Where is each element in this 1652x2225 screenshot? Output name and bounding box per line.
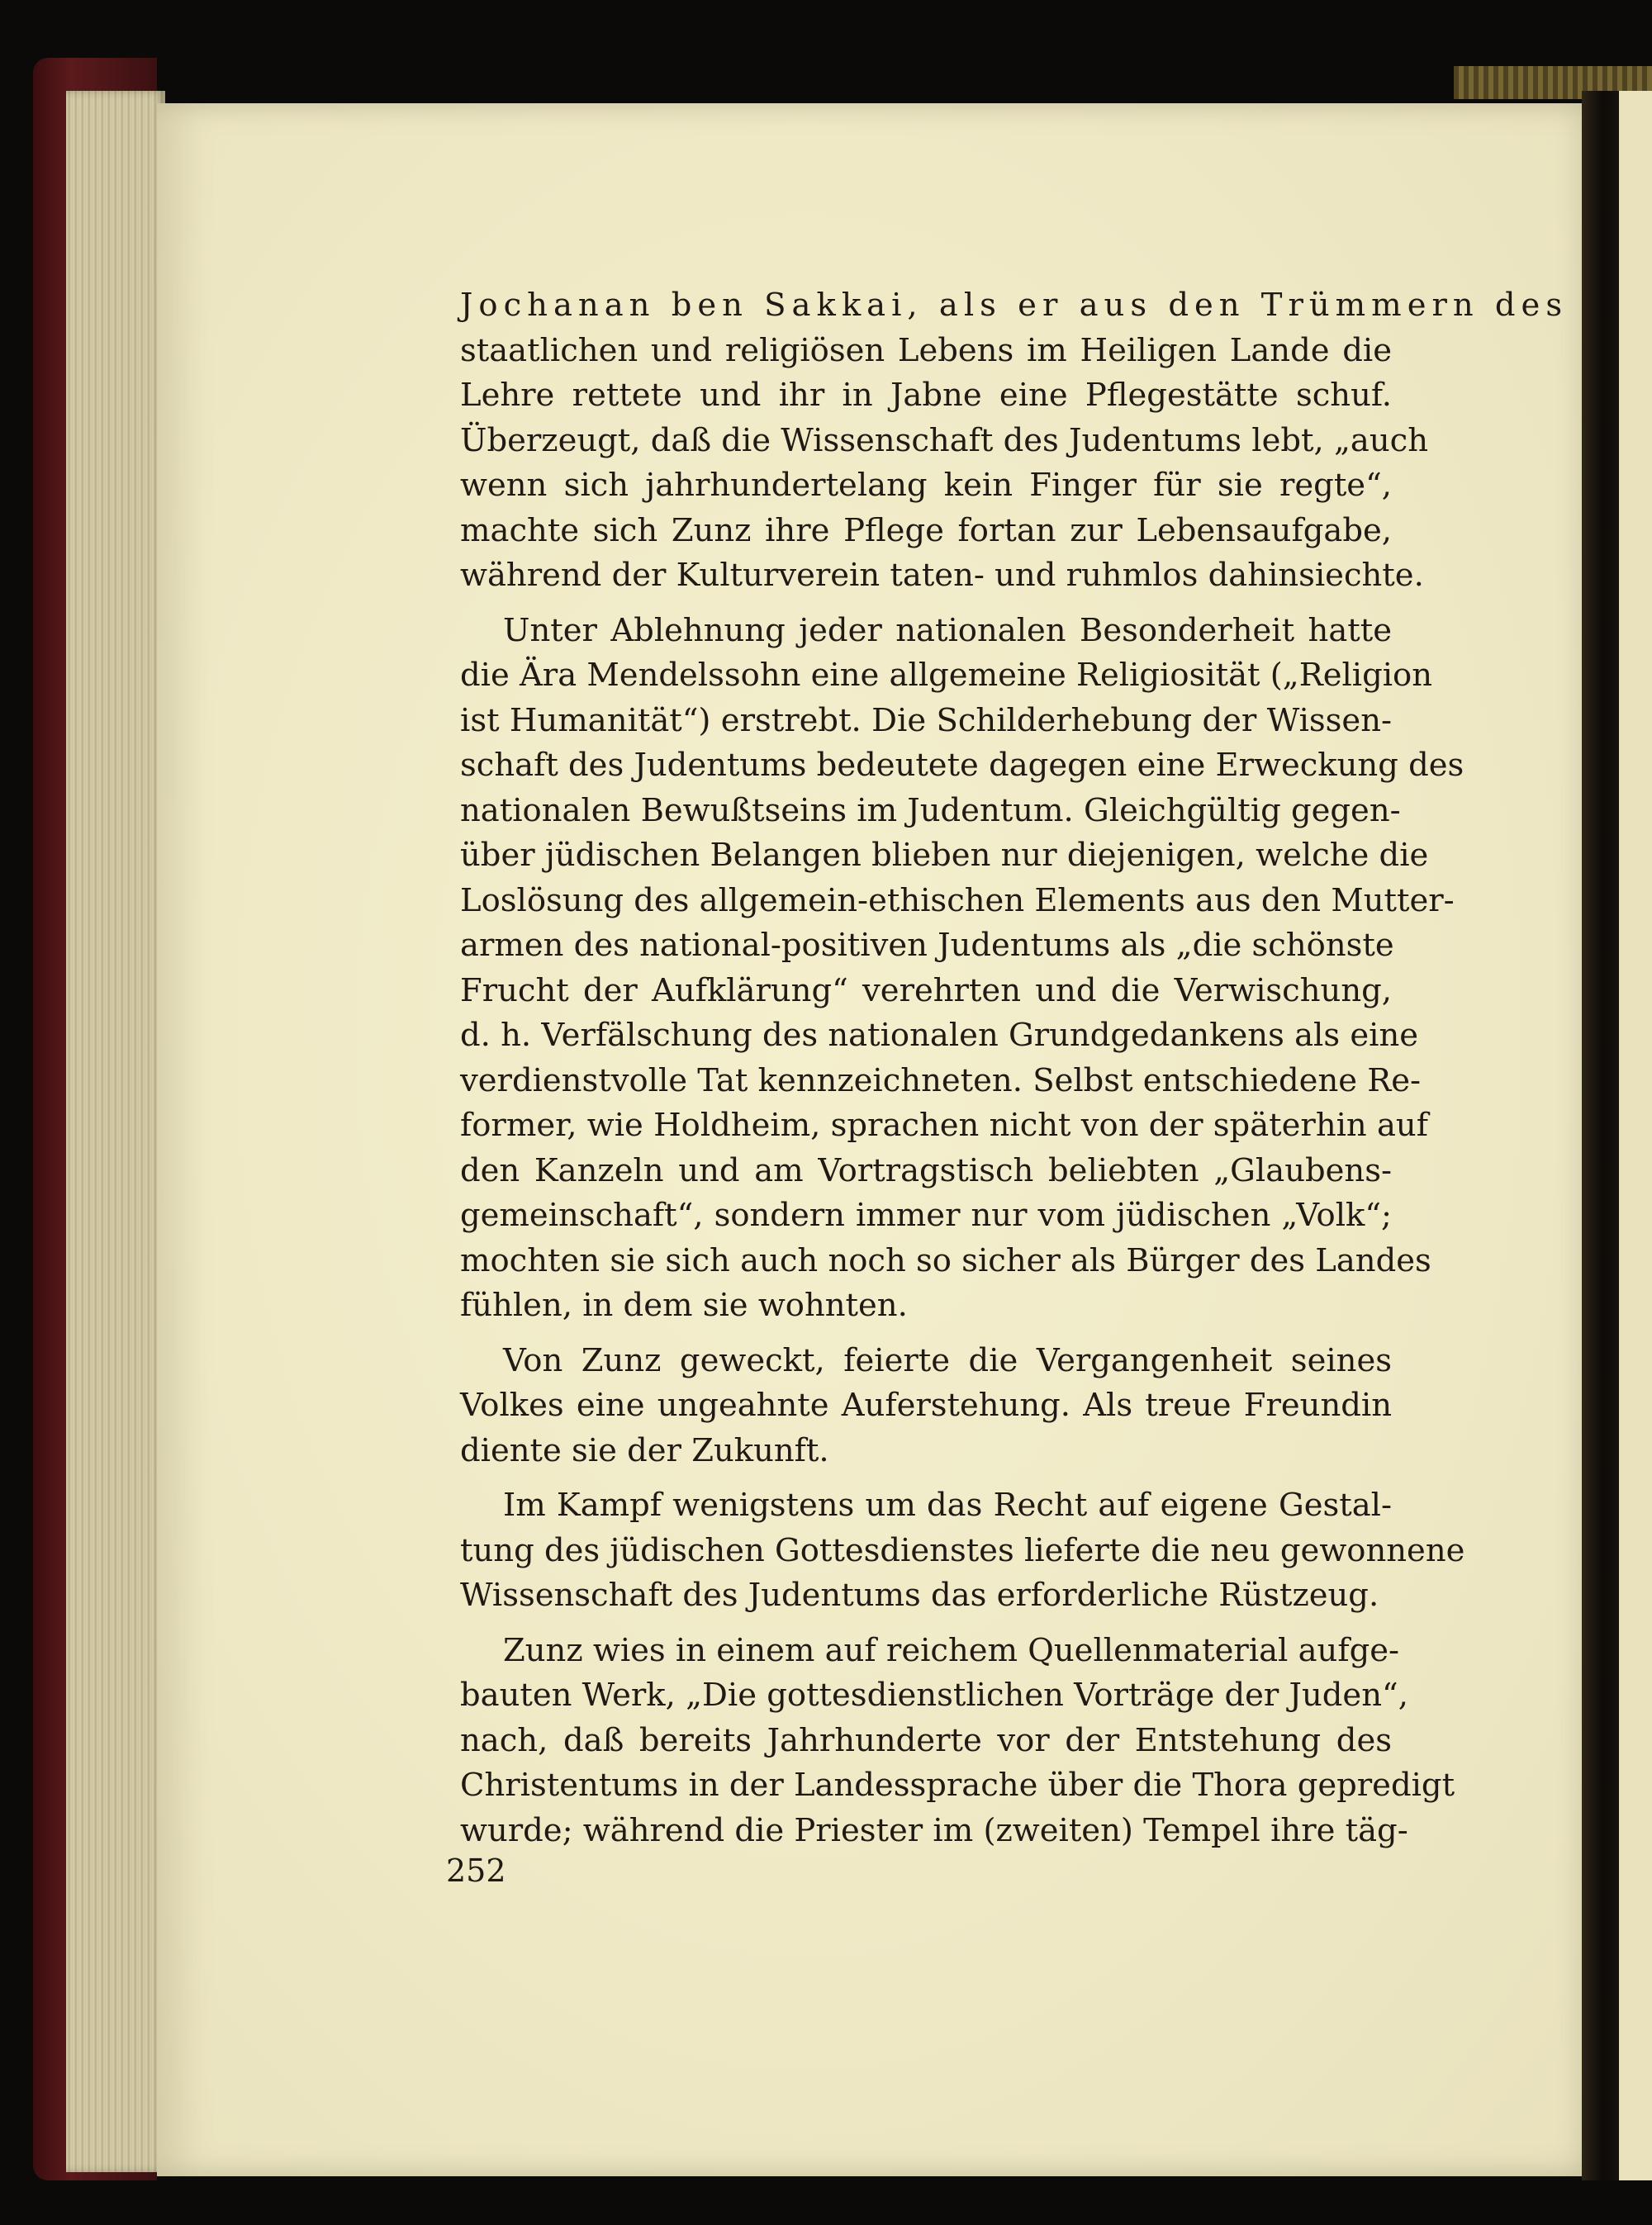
text-line: d. h. Verfälschung des nationalen Grundgedankens als eine	[460, 1017, 1419, 1054]
text-line: während der Kulturverein taten- und ruhmlos dahinsiechte.	[460, 557, 1424, 594]
text-line: diente sie der Zukunft.	[460, 1431, 829, 1469]
text-line: Zunz wies in einem auf reichem Quellenmaterial aufge-	[503, 1631, 1400, 1669]
text-line: Unter Ablehnung jeder nationalen Besonderheit hatte	[503, 611, 1392, 649]
text-line: Volkes eine ungeahnte Auferstehung. Als treue Freundin	[460, 1387, 1392, 1424]
text-line: Loslösung des allgemein-ethischen Elements aus den Mutter-	[460, 881, 1455, 919]
paragraph-5	[460, 1629, 1455, 1854]
page-number: 252	[446, 1853, 506, 1889]
text-line: mochten sie sich auch noch so sicher als Bürger des Landes	[460, 1241, 1431, 1279]
text-line: Jochanan ben Sakkai, als er aus den Trümmern des	[460, 287, 1569, 324]
text-line: staatlichen und religiösen Lebens im Heiligen Lande die	[460, 331, 1392, 369]
paragraph-4	[460, 1483, 1465, 1619]
text-line: Überzeugt, daß die Wissenschaft des Judentums lebt, „auch	[460, 421, 1428, 459]
text-line: armen des national-positiven Judentums als „die schönste	[460, 927, 1394, 964]
text-line: die Ära Mendelssohn eine allgemeine Religiosität („Religion	[460, 657, 1433, 694]
text-line: verdienstvolle Tat kennzeichneten. Selbst entschiedene Re-	[460, 1061, 1422, 1099]
text-line: über jüdischen Belangen blieben nur diejenigen, welche die	[460, 837, 1429, 874]
text-line: nach, daß bereits Jahrhunderte vor der Entstehung des	[460, 1721, 1392, 1759]
text-line: ist Humanität“) erstrebt. Die Schilderhebung der Wissen-	[460, 701, 1392, 739]
text-line: Frucht der Aufklärung“ verehrten und die Verwischung,	[460, 971, 1392, 1009]
text-line: Lehre rettete und ihr in Jabne eine Pflegestätte schuf.	[460, 377, 1392, 414]
text-line: Wissenschaft des Judentums das erforderliche Rüstzeug.	[460, 1577, 1379, 1614]
text-line: den Kanzeln und am Vortragstisch beliebten „Glaubens-	[460, 1151, 1392, 1189]
text-line: Von Zunz geweckt, feierte die Vergangenheit seines	[503, 1341, 1392, 1379]
text-line: Christentums in der Landessprache über die Thora gepredigt	[460, 1767, 1455, 1804]
text-line: machte sich Zunz ihre Pflege fortan zur Lebensaufgabe,	[460, 511, 1392, 549]
text-line: schaft des Judentums bedeutete dagegen eine Erweckung des	[460, 747, 1464, 784]
body-text	[460, 283, 1569, 1853]
text-line: tung des jüdischen Gottesdienstes lieferte die neu gewonnene	[460, 1531, 1465, 1569]
paragraph-2	[460, 609, 1464, 1329]
text-line: wurde; während die Priester im (zweiten) Tempel ihre täg-	[460, 1811, 1408, 1849]
facing-page-edge	[1619, 91, 1652, 2180]
text-line: former, wie Holdheim, sprachen nicht von der späterhin auf	[460, 1107, 1428, 1144]
paragraph-1	[460, 283, 1569, 599]
text-line: nationalen Bewußtseins im Judentum. Gleichgültig gegen-	[460, 791, 1401, 829]
text-line: wenn sich jahrhundertelang kein Finger für sie regte“,	[460, 467, 1392, 504]
text-line: bauten Werk, „Die gottesdienstlichen Vorträge der Juden“,	[460, 1677, 1408, 1714]
paragraph-3	[460, 1339, 1392, 1474]
text-line: gemeinschaft“, sondern immer nur vom jüdischen „Volk“;	[460, 1197, 1392, 1234]
text-line: fühlen, in dem sie wohnten.	[460, 1287, 908, 1324]
text-line: Im Kampf wenigstens um das Recht auf eigene Gestal-	[503, 1487, 1392, 1524]
page-stack-edge	[66, 91, 165, 2172]
